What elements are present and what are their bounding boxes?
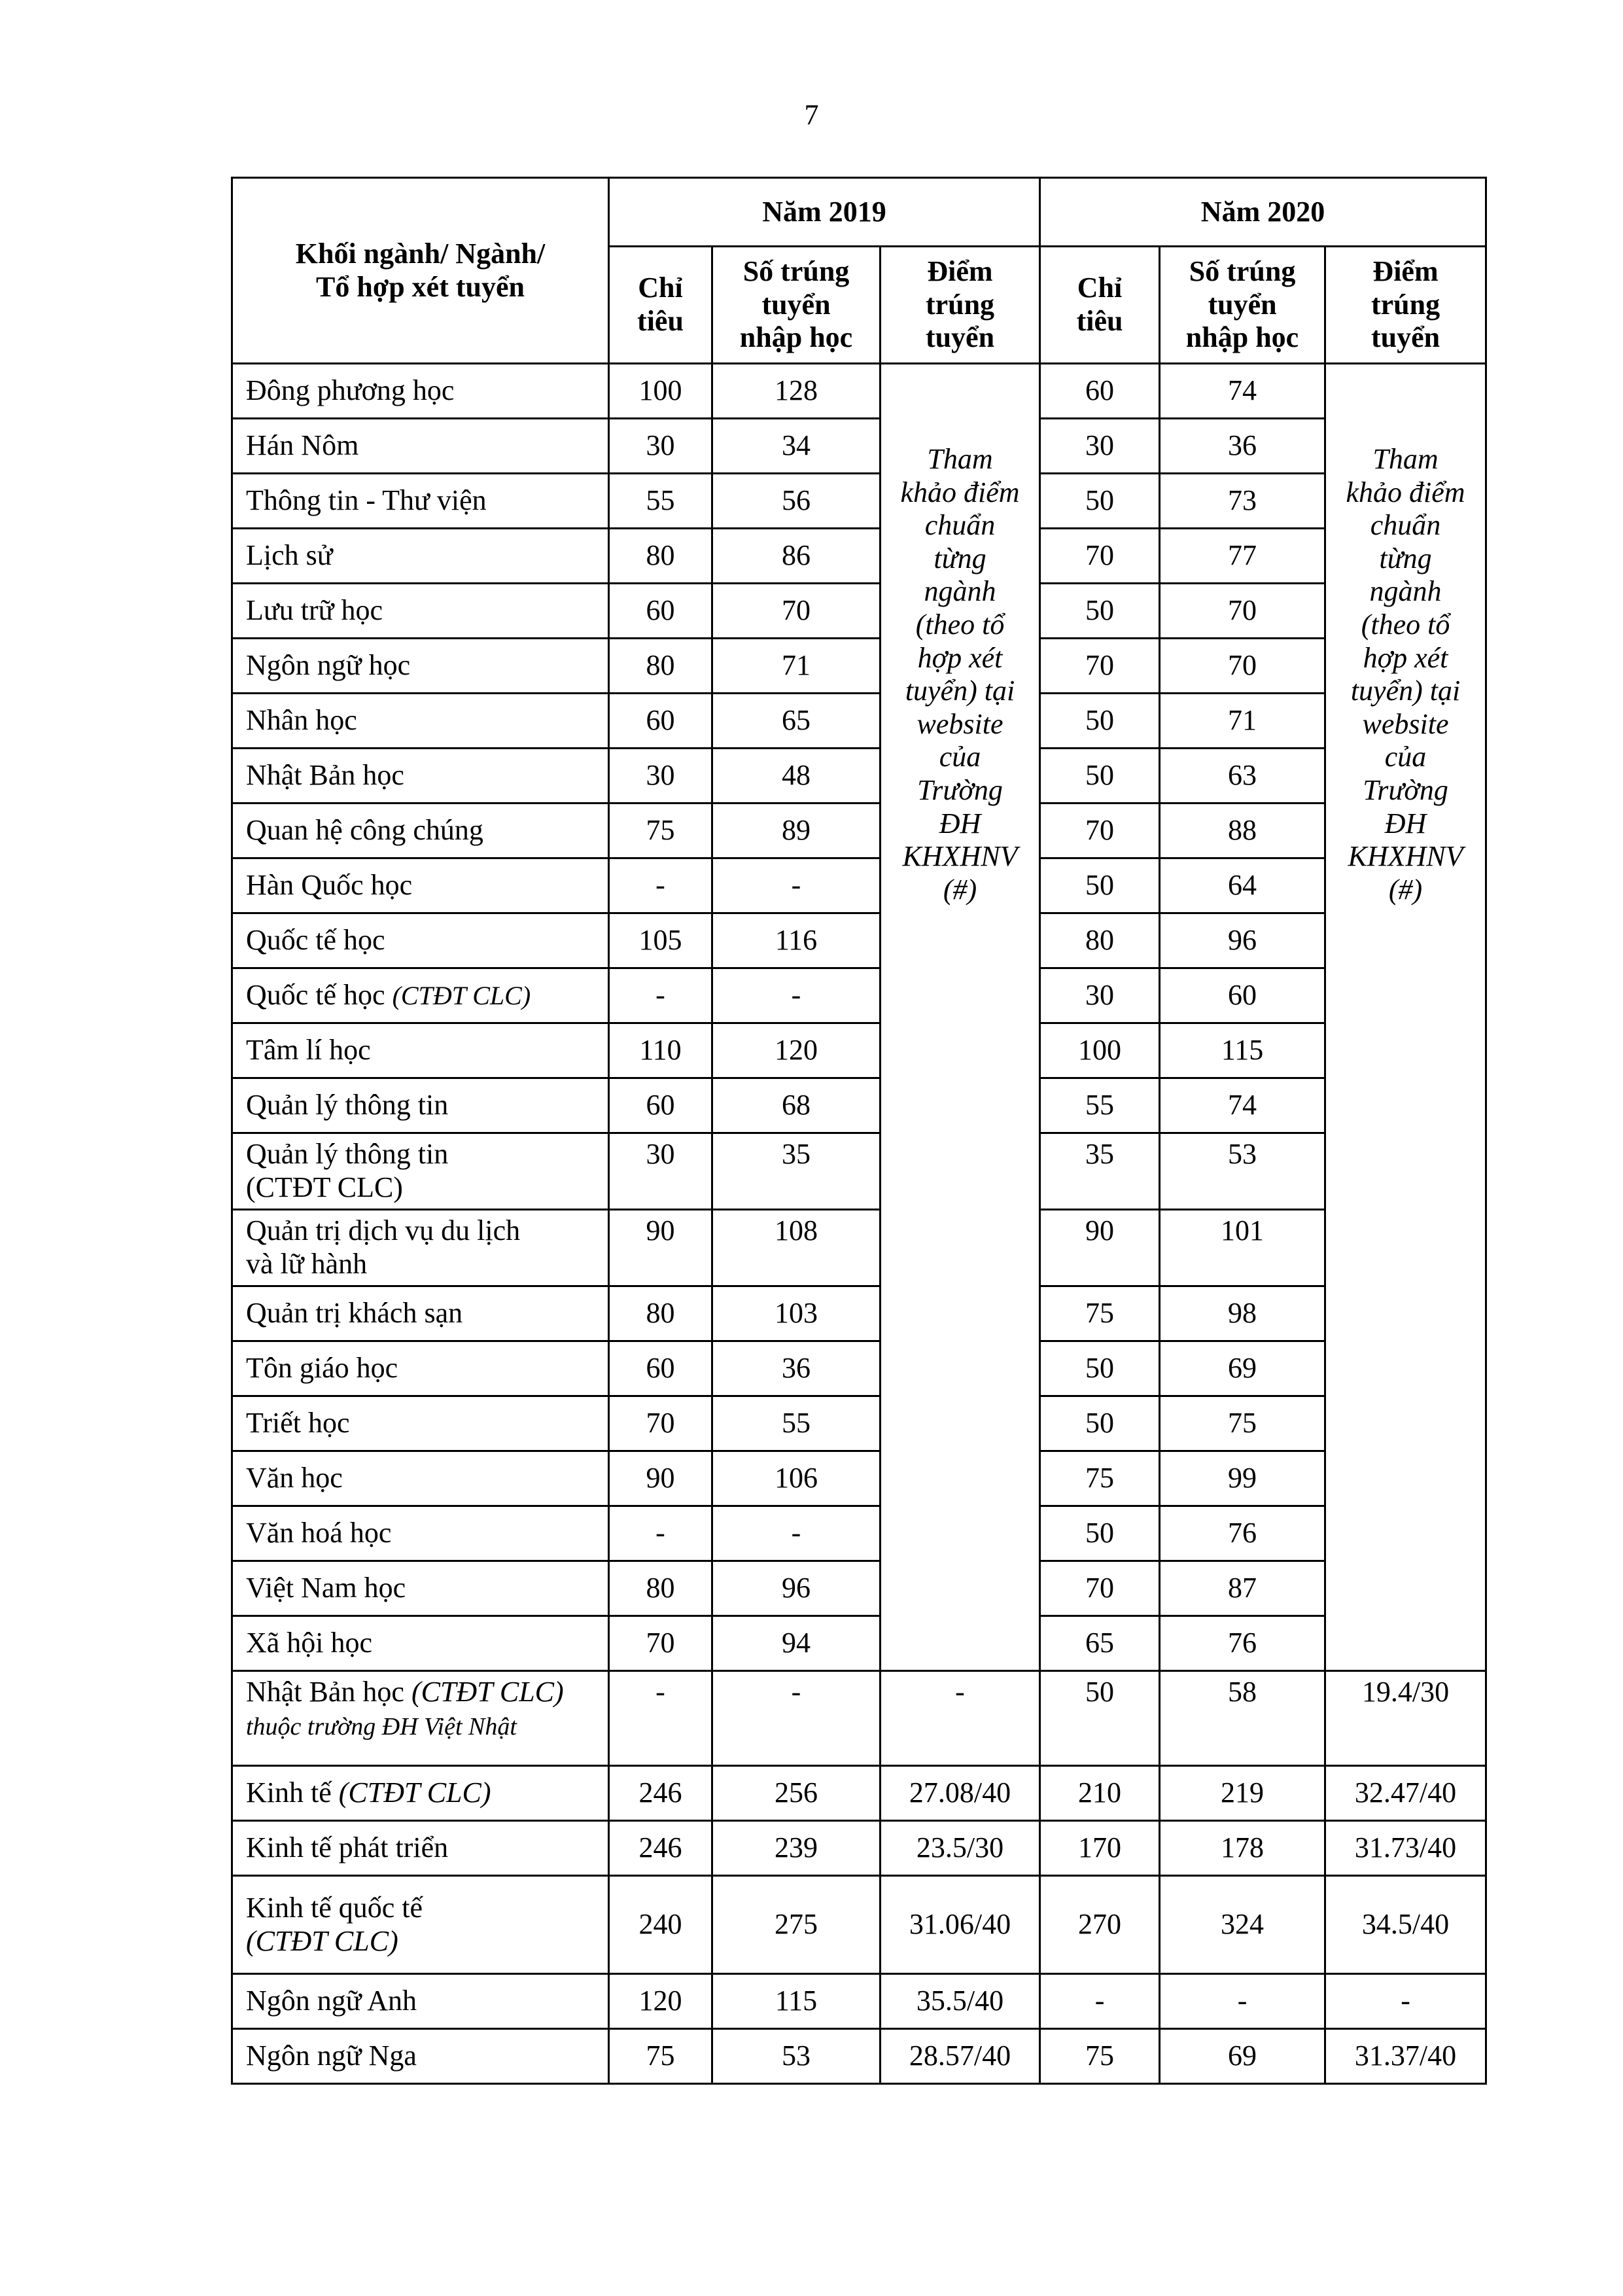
score-2019: 28.57/40 [881, 2029, 1040, 2084]
quota-2019: 90 [609, 1210, 712, 1286]
admitted-2020: 76 [1160, 1506, 1325, 1561]
quota-2019: 55 [609, 474, 712, 529]
quota-2019: 90 [609, 1451, 712, 1506]
admitted-2019: 35 [712, 1133, 881, 1210]
program-name: Kinh tế quốc tế (CTĐT CLC) [232, 1876, 609, 1974]
admitted-2020: 70 [1160, 584, 1325, 639]
quota-2020: 50 [1040, 749, 1160, 804]
table-row [232, 1616, 1486, 1671]
table-row [232, 1561, 1486, 1616]
table-row [232, 858, 1486, 913]
table-row [232, 1341, 1486, 1396]
admitted-2020: 77 [1160, 529, 1325, 584]
quota-2019: 240 [609, 1876, 712, 1974]
admitted-2019: 116 [712, 913, 881, 968]
program-name: Kinh tế phát triển [232, 1821, 609, 1876]
admitted-2020: - [1160, 1974, 1325, 2029]
table-row [232, 584, 1486, 639]
score-2020: 31.73/40 [1325, 1821, 1486, 1876]
note-line: Trường [917, 773, 1003, 806]
program-name: Quản lý thông tin [232, 1078, 609, 1133]
admission-score-table [231, 177, 1487, 2085]
program-name: Nhân học [232, 694, 609, 749]
program-name: Đông phương học [232, 364, 609, 419]
quota-2019: 80 [609, 639, 712, 694]
quota-2020: 70 [1040, 639, 1160, 694]
quota-2020: 70 [1040, 529, 1160, 584]
quota-2019: 105 [609, 913, 712, 968]
admitted-2020: 58 [1160, 1671, 1325, 1766]
admitted-2020: 178 [1160, 1821, 1325, 1876]
header-admitted-2019: Số trúng tuyển nhập học [712, 247, 881, 364]
quota-2020: 50 [1040, 1506, 1160, 1561]
admitted-2019: 239 [712, 1821, 881, 1876]
score-note-2019 [881, 364, 1040, 1671]
header-group-label: Khối ngành/ Ngành/ Tổ hợp xét tuyển [232, 178, 609, 364]
admitted-2020: 69 [1160, 2029, 1325, 2084]
page-number: 7 [804, 99, 819, 131]
score-2019: 31.06/40 [881, 1876, 1040, 1974]
quota-2019: 30 [609, 1133, 712, 1210]
admitted-2020: 88 [1160, 804, 1325, 858]
program-name: Quốc tế học [232, 913, 609, 968]
table-row [232, 529, 1486, 584]
score-2020: 31.37/40 [1325, 2029, 1486, 2084]
quota-2020: 30 [1040, 419, 1160, 474]
score-2019: - [881, 1671, 1040, 1766]
score-2019: 23.5/30 [881, 1821, 1040, 1876]
admitted-2019: 36 [712, 1341, 881, 1396]
program-name: Việt Nam học [232, 1561, 609, 1616]
admitted-2019: 89 [712, 804, 881, 858]
table-row [232, 2029, 1486, 2084]
quota-2019: 60 [609, 1341, 712, 1396]
table-row [232, 968, 1486, 1023]
note-line: ngành [1369, 575, 1442, 608]
table-row [232, 1133, 1486, 1210]
program-name: Quan hệ công chúng [232, 804, 609, 858]
quota-2019: 80 [609, 529, 712, 584]
quota-2020: 65 [1040, 1616, 1160, 1671]
note-line: hợp xét [1363, 641, 1448, 674]
quota-2020: 50 [1040, 1341, 1160, 1396]
note-line: KHXHNV [1348, 840, 1463, 873]
quota-2020: 75 [1040, 2029, 1160, 2084]
program-name: Quản lý thông tin (CTĐT CLC) [232, 1133, 609, 1210]
program-name: Lưu trữ học [232, 584, 609, 639]
note-line: ĐH [1384, 807, 1427, 839]
quota-2020: 75 [1040, 1451, 1160, 1506]
quota-2019: 60 [609, 694, 712, 749]
header-quota-2019: Chỉ tiêu [609, 247, 712, 364]
header-score-2019: Điểm trúng tuyển [881, 247, 1040, 364]
admitted-2020: 60 [1160, 968, 1325, 1023]
quota-2020: 90 [1040, 1210, 1160, 1286]
admitted-2020: 76 [1160, 1616, 1325, 1671]
quota-2019: 70 [609, 1616, 712, 1671]
quota-2019: - [609, 858, 712, 913]
admitted-2019: 53 [712, 2029, 881, 2084]
note-line: ĐH [939, 807, 981, 839]
admitted-2020: 73 [1160, 474, 1325, 529]
admitted-2020: 101 [1160, 1210, 1325, 1286]
quota-2019: 110 [609, 1023, 712, 1078]
note-line: khảo điểm [900, 476, 1020, 508]
table-row [232, 1286, 1486, 1341]
table-row [232, 749, 1486, 804]
score-2019: 35.5/40 [881, 1974, 1040, 2029]
admitted-2020: 53 [1160, 1133, 1325, 1210]
admitted-2020: 70 [1160, 639, 1325, 694]
header-admitted-2020: Số trúng tuyển nhập học [1160, 247, 1325, 364]
note-line: website [916, 707, 1003, 740]
quota-2019: 80 [609, 1286, 712, 1341]
admitted-2019: - [712, 968, 881, 1023]
table-row [232, 804, 1486, 858]
admitted-2019: 128 [712, 364, 881, 419]
quota-2020: 50 [1040, 694, 1160, 749]
admitted-2020: 96 [1160, 913, 1325, 968]
quota-2020: 210 [1040, 1766, 1160, 1821]
program-name: Quốc tế học (CTĐT CLC) [232, 968, 609, 1023]
note-line: chuẩn [924, 509, 996, 542]
admitted-2020: 324 [1160, 1876, 1325, 1974]
table-row [232, 1671, 1486, 1766]
admitted-2019: 115 [712, 1974, 881, 2029]
program-name: Tâm lí học [232, 1023, 609, 1078]
quota-2020: 60 [1040, 364, 1160, 419]
program-name: Ngôn ngữ Anh [232, 1974, 609, 2029]
score-2020: - [1325, 1974, 1486, 2029]
quota-2019: 30 [609, 419, 712, 474]
admitted-2020: 219 [1160, 1766, 1325, 1821]
score-2019: 27.08/40 [881, 1766, 1040, 1821]
table-row [232, 474, 1486, 529]
note-line: tuyển) tại [1350, 675, 1461, 707]
score-2020: 19.4/30 [1325, 1671, 1486, 1766]
note-line: từng [934, 542, 986, 574]
quota-2019: 60 [609, 584, 712, 639]
table-row [232, 1766, 1486, 1821]
quota-2019: 75 [609, 804, 712, 858]
score-note-2020 [1325, 364, 1486, 1671]
admitted-2020: 74 [1160, 364, 1325, 419]
admitted-2019: 68 [712, 1078, 881, 1133]
program-name: Quản trị dịch vụ du lịch và lữ hành [232, 1210, 609, 1286]
quota-2020: 50 [1040, 474, 1160, 529]
quota-2019: - [609, 968, 712, 1023]
table-row [232, 1821, 1486, 1876]
quota-2019: 30 [609, 749, 712, 804]
note-line: của [1384, 741, 1427, 773]
admitted-2019: 48 [712, 749, 881, 804]
note-line: Trường [1363, 773, 1448, 806]
program-name: Xã hội học [232, 1616, 609, 1671]
quota-2019: 70 [609, 1396, 712, 1451]
program-name: Văn học [232, 1451, 609, 1506]
note-line: tuyển) tại [905, 675, 1015, 707]
note-line: Tham [1372, 443, 1439, 475]
admitted-2020: 98 [1160, 1286, 1325, 1341]
note-line: (theo tổ [915, 608, 1005, 641]
note-line: của [939, 741, 981, 773]
score-2020: 32.47/40 [1325, 1766, 1486, 1821]
quota-2019: 246 [609, 1821, 712, 1876]
admitted-2020: 36 [1160, 419, 1325, 474]
quota-2020: 70 [1040, 1561, 1160, 1616]
program-name: Thông tin - Thư viện [232, 474, 609, 529]
admitted-2020: 75 [1160, 1396, 1325, 1451]
table-row [232, 1078, 1486, 1133]
admitted-2019: 275 [712, 1876, 881, 1974]
quota-2019: 246 [609, 1766, 712, 1821]
header-year-2020: Năm 2020 [1040, 178, 1486, 247]
note-line: (#) [943, 873, 977, 906]
quota-2019: - [609, 1506, 712, 1561]
quota-2019: 120 [609, 1974, 712, 2029]
admitted-2020: 74 [1160, 1078, 1325, 1133]
program-name: Quản trị khách sạn [232, 1286, 609, 1341]
note-line: từng [1379, 542, 1432, 574]
quota-2020: 270 [1040, 1876, 1160, 1974]
admitted-2020: 99 [1160, 1451, 1325, 1506]
admitted-2019: - [712, 858, 881, 913]
quota-2020: 100 [1040, 1023, 1160, 1078]
quota-2020: 50 [1040, 1671, 1160, 1766]
header-year-2019: Năm 2019 [609, 178, 1040, 247]
table-row [232, 913, 1486, 968]
note-line: KHXHNV [902, 840, 1018, 873]
quota-2020: 50 [1040, 584, 1160, 639]
admitted-2019: 70 [712, 584, 881, 639]
admitted-2019: 103 [712, 1286, 881, 1341]
table-row [232, 694, 1486, 749]
note-line: Tham [927, 443, 993, 475]
admitted-2020: 71 [1160, 694, 1325, 749]
quota-2019: 75 [609, 2029, 712, 2084]
admitted-2019: 86 [712, 529, 881, 584]
program-name: Nhật Bản học [232, 749, 609, 804]
header-score-2020: Điểm trúng tuyển [1325, 247, 1486, 364]
table-body [232, 364, 1486, 2084]
admitted-2019: - [712, 1506, 881, 1561]
note-line: website [1362, 707, 1449, 740]
table-row [232, 1023, 1486, 1078]
program-name: Hàn Quốc học [232, 858, 609, 913]
quota-2019: 60 [609, 1078, 712, 1133]
table-row [232, 419, 1486, 474]
admitted-2019: 120 [712, 1023, 881, 1078]
program-name: Lịch sử [232, 529, 609, 584]
note-line: (theo tổ [1361, 608, 1450, 641]
admitted-2020: 69 [1160, 1341, 1325, 1396]
score-2020: 34.5/40 [1325, 1876, 1486, 1974]
table-row [232, 364, 1486, 419]
quota-2019: 80 [609, 1561, 712, 1616]
quota-2020: 50 [1040, 858, 1160, 913]
quota-2019: - [609, 1671, 712, 1766]
program-name: Tôn giáo học [232, 1341, 609, 1396]
quota-2020: 55 [1040, 1078, 1160, 1133]
program-name: Ngôn ngữ Nga [232, 2029, 609, 2084]
program-name: Triết học [232, 1396, 609, 1451]
note-line: chuẩn [1370, 509, 1441, 542]
header-quota-2020: Chỉ tiêu [1040, 247, 1160, 364]
program-name: Nhật Bản học (CTĐT CLC) thuộc trường ĐH Việt Nhật [232, 1671, 609, 1766]
quota-2020: 35 [1040, 1133, 1160, 1210]
admitted-2019: 65 [712, 694, 881, 749]
admitted-2019: 56 [712, 474, 881, 529]
quota-2020: 80 [1040, 913, 1160, 968]
program-name: Văn hoá học [232, 1506, 609, 1561]
quota-2020: 30 [1040, 968, 1160, 1023]
admitted-2019: 96 [712, 1561, 881, 1616]
admitted-2019: 108 [712, 1210, 881, 1286]
admitted-2020: 87 [1160, 1561, 1325, 1616]
table-row [232, 1451, 1486, 1506]
admitted-2019: 34 [712, 419, 881, 474]
admitted-2019: 71 [712, 639, 881, 694]
quota-2020: 50 [1040, 1396, 1160, 1451]
program-name: Kinh tế (CTĐT CLC) [232, 1766, 609, 1821]
table-row [232, 1974, 1486, 2029]
quota-2020: - [1040, 1974, 1160, 2029]
admitted-2019: 256 [712, 1766, 881, 1821]
admitted-2020: 64 [1160, 858, 1325, 913]
admitted-2020: 63 [1160, 749, 1325, 804]
quota-2020: 75 [1040, 1286, 1160, 1341]
admitted-2019: 94 [712, 1616, 881, 1671]
program-name: Ngôn ngữ học [232, 639, 609, 694]
admitted-2020: 115 [1160, 1023, 1325, 1078]
table-row [232, 1506, 1486, 1561]
admitted-2019: - [712, 1671, 881, 1766]
table-row [232, 1210, 1486, 1286]
quota-2020: 70 [1040, 804, 1160, 858]
quota-2020: 170 [1040, 1821, 1160, 1876]
note-line: khảo điểm [1346, 476, 1465, 508]
table-row [232, 1396, 1486, 1451]
program-name: Hán Nôm [232, 419, 609, 474]
table-row [232, 639, 1486, 694]
note-line: ngành [924, 575, 996, 608]
admitted-2019: 55 [712, 1396, 881, 1451]
note-line: hợp xét [917, 641, 1003, 674]
admitted-2019: 106 [712, 1451, 881, 1506]
note-line: (#) [1388, 873, 1423, 906]
quota-2019: 100 [609, 364, 712, 419]
table-row [232, 1876, 1486, 1974]
